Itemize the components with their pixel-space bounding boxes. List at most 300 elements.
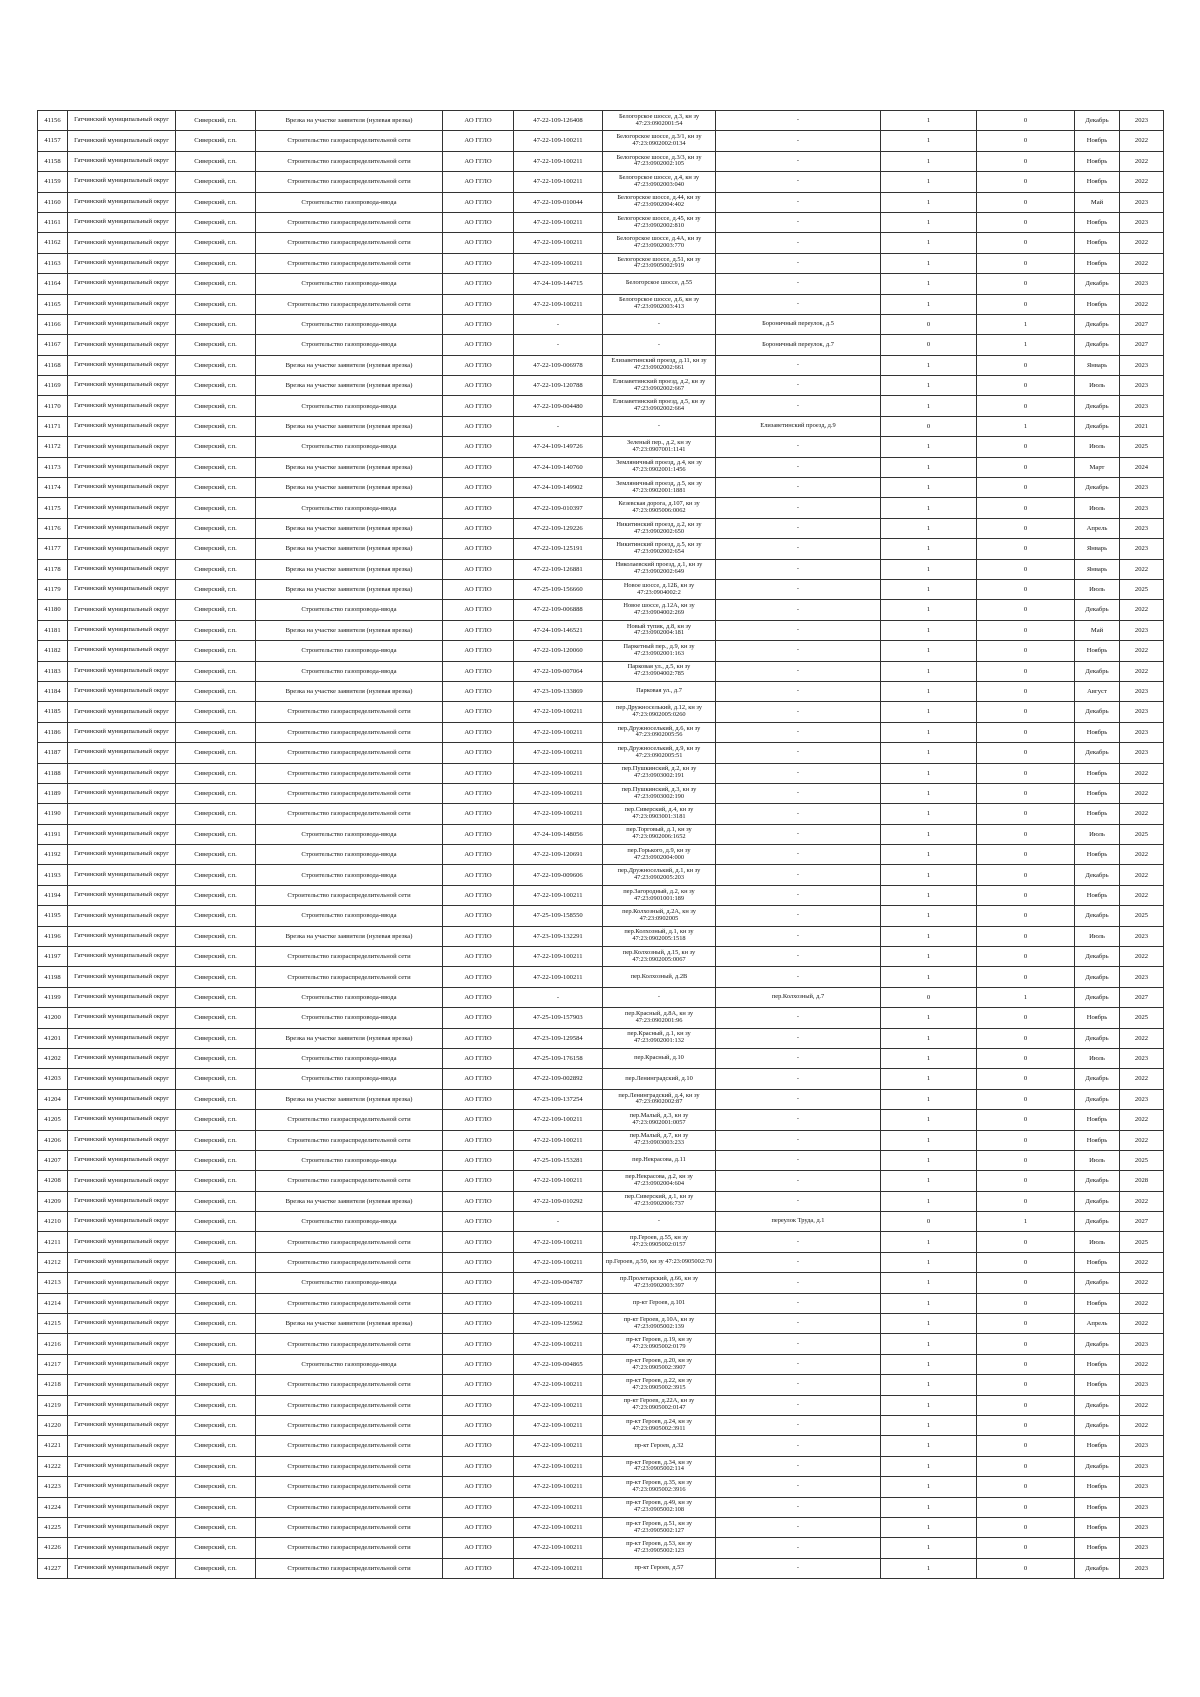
year-cell: 2023 xyxy=(1120,539,1164,559)
settlement-cell: Сиверский, г.п. xyxy=(176,1252,256,1272)
count-b-cell: 0 xyxy=(977,763,1075,783)
organization-cell: АО ГГЛО xyxy=(443,620,514,640)
application-number-cell: 47-22-109-100211 xyxy=(514,1171,603,1191)
organization-cell: АО ГГЛО xyxy=(443,987,514,1007)
year-cell: 2023 xyxy=(1120,111,1164,131)
count-b-cell: 0 xyxy=(977,253,1075,273)
settlement-cell: Сиверский, г.п. xyxy=(176,131,256,151)
count-b-cell: 0 xyxy=(977,926,1075,946)
count-b-cell: 0 xyxy=(977,192,1075,212)
settlement-cell: Сиверский, г.п. xyxy=(176,1273,256,1293)
work-type-cell: Врезка на участке заявителя (нулевая врезка) xyxy=(256,111,443,131)
district-cell: Гатчинский муниципальный округ xyxy=(68,1436,176,1456)
application-number-cell: 47-22-109-100211 xyxy=(514,1293,603,1313)
month-cell: Декабрь xyxy=(1075,1171,1120,1191)
planned-address-cell: - xyxy=(716,1375,881,1395)
year-cell: 2022 xyxy=(1120,600,1164,620)
table-row xyxy=(38,253,1164,273)
district-cell: Гатчинский муниципальный округ xyxy=(68,559,176,579)
count-a-cell: 1 xyxy=(881,967,977,987)
work-type-cell: Врезка на участке заявителя (нулевая врезка) xyxy=(256,1028,443,1048)
row-number: 41206 xyxy=(38,1130,68,1150)
table-row xyxy=(38,1171,1164,1191)
year-cell: 2022 xyxy=(1120,641,1164,661)
organization-cell: АО ГГЛО xyxy=(443,294,514,314)
settlement-cell: Сиверский, г.п. xyxy=(176,416,256,436)
month-cell: Декабрь xyxy=(1075,947,1120,967)
address-cell: Белогорское шоссе, д.3/1, кн зу 47:23:0902002:0134 xyxy=(603,131,716,151)
year-cell: 2022 xyxy=(1120,947,1164,967)
settlement-cell: Сиверский, г.п. xyxy=(176,865,256,885)
row-number: 41193 xyxy=(38,865,68,885)
organization-cell: АО ГГЛО xyxy=(443,1293,514,1313)
count-a-cell: 1 xyxy=(881,518,977,538)
table-row xyxy=(38,661,1164,681)
organization-cell: АО ГГЛО xyxy=(443,151,514,171)
application-number-cell: 47-22-109-120060 xyxy=(514,641,603,661)
month-cell: Декабрь xyxy=(1075,1416,1120,1436)
count-b-cell: 0 xyxy=(977,1395,1075,1415)
year-cell: 2022 xyxy=(1120,172,1164,192)
row-number: 41209 xyxy=(38,1191,68,1211)
planned-address-cell: - xyxy=(716,702,881,722)
organization-cell: АО ГГЛО xyxy=(443,376,514,396)
settlement-cell: Сиверский, г.п. xyxy=(176,845,256,865)
address-cell: пер.Некрасова, д.2, кн зу 47:23:0902004:604 xyxy=(603,1171,716,1191)
work-type-cell: Врезка на участке заявителя (нулевая врезка) xyxy=(256,376,443,396)
organization-cell: АО ГГЛО xyxy=(443,1273,514,1293)
address-cell: Елизаветинский проезд, д.2, кн зу 47:23:0902002:667 xyxy=(603,376,716,396)
work-type-cell: Строительство газопровода-ввода xyxy=(256,845,443,865)
count-b-cell: 0 xyxy=(977,1477,1075,1497)
planned-address-cell: Бороничный переулок, д.5 xyxy=(716,314,881,334)
work-type-cell: Строительство газораспределительной сети xyxy=(256,1293,443,1313)
table-row xyxy=(38,1456,1164,1476)
application-number-cell: 47-22-109-125191 xyxy=(514,539,603,559)
year-cell: 2023 xyxy=(1120,1436,1164,1456)
row-number: 41178 xyxy=(38,559,68,579)
table-row xyxy=(38,1089,1164,1109)
organization-cell: АО ГГЛО xyxy=(443,1334,514,1354)
application-number-cell: 47-22-109-100211 xyxy=(514,1517,603,1537)
district-cell: Гатчинский муниципальный округ xyxy=(68,885,176,905)
count-a-cell: 1 xyxy=(881,702,977,722)
table-row xyxy=(38,681,1164,701)
count-b-cell: 0 xyxy=(977,885,1075,905)
count-b-cell: 0 xyxy=(977,1293,1075,1313)
month-cell: Ноябрь xyxy=(1075,172,1120,192)
district-cell: Гатчинский муниципальный округ xyxy=(68,906,176,926)
work-type-cell: Строительство газораспределительной сети xyxy=(256,1395,443,1415)
settlement-cell: Сиверский, г.п. xyxy=(176,478,256,498)
organization-cell: АО ГГЛО xyxy=(443,1497,514,1517)
year-cell: 2022 xyxy=(1120,1191,1164,1211)
application-number-cell: - xyxy=(514,416,603,436)
row-number: 41156 xyxy=(38,111,68,131)
year-cell: 2023 xyxy=(1120,722,1164,742)
count-b-cell: 0 xyxy=(977,722,1075,742)
application-number-cell: 47-22-109-100211 xyxy=(514,1477,603,1497)
table-row xyxy=(38,1375,1164,1395)
settlement-cell: Сиверский, г.п. xyxy=(176,620,256,640)
year-cell: 2028 xyxy=(1120,1171,1164,1191)
year-cell: 2023 xyxy=(1120,274,1164,294)
address-cell: пр-кт Героев, д.20, кн зу 47:23:0905002:3907 xyxy=(603,1354,716,1374)
settlement-cell: Сиверский, г.п. xyxy=(176,539,256,559)
address-cell: пр-кт Героев, д.57 xyxy=(603,1558,716,1578)
organization-cell: АО ГГЛО xyxy=(443,906,514,926)
district-cell: Гатчинский муниципальный округ xyxy=(68,294,176,314)
district-cell: Гатчинский муниципальный округ xyxy=(68,783,176,803)
settlement-cell: Сиверский, г.п. xyxy=(176,1130,256,1150)
planned-address-cell: - xyxy=(716,437,881,457)
application-number-cell: 47-25-109-156660 xyxy=(514,579,603,599)
planned-address-cell: - xyxy=(716,192,881,212)
address-cell: Белогорское шоссе, д.4, кн зу 47:23:0902003:040 xyxy=(603,172,716,192)
district-cell: Гатчинский муниципальный округ xyxy=(68,743,176,763)
address-cell: Белогорское шоссе, д.55 xyxy=(603,274,716,294)
year-cell: 2022 xyxy=(1120,294,1164,314)
planned-address-cell: - xyxy=(716,1293,881,1313)
address-cell: Елизаветинский проезд, д.11, кн зу 47:23:0902002:661 xyxy=(603,355,716,375)
month-cell: Июль xyxy=(1075,824,1120,844)
district-cell: Гатчинский муниципальный округ xyxy=(68,376,176,396)
count-b-cell: 0 xyxy=(977,845,1075,865)
application-number-cell: 47-22-109-006888 xyxy=(514,600,603,620)
address-cell: Белогорское шоссе, д.3/3, кн зу 47:23:0902002:105 xyxy=(603,151,716,171)
year-cell: 2025 xyxy=(1120,906,1164,926)
organization-cell: АО ГГЛО xyxy=(443,1089,514,1109)
table-row xyxy=(38,845,1164,865)
year-cell: 2025 xyxy=(1120,579,1164,599)
count-b-cell: 0 xyxy=(977,518,1075,538)
organization-cell: АО ГГЛО xyxy=(443,274,514,294)
work-type-cell: Строительство газораспределительной сети xyxy=(256,885,443,905)
table-row xyxy=(38,111,1164,131)
district-cell: Гатчинский муниципальный округ xyxy=(68,865,176,885)
count-b-cell: 0 xyxy=(977,437,1075,457)
year-cell: 2023 xyxy=(1120,967,1164,987)
count-a-cell: 1 xyxy=(881,1008,977,1028)
count-b-cell: 0 xyxy=(977,702,1075,722)
month-cell: Ноябрь xyxy=(1075,1517,1120,1537)
application-number-cell: 47-25-109-176158 xyxy=(514,1048,603,1068)
application-number-cell: 47-22-109-010044 xyxy=(514,192,603,212)
month-cell: Май xyxy=(1075,192,1120,212)
organization-cell: АО ГГЛО xyxy=(443,314,514,334)
work-type-cell: Строительство газораспределительной сети xyxy=(256,702,443,722)
month-cell: Декабрь xyxy=(1075,967,1120,987)
row-number: 41169 xyxy=(38,376,68,396)
organization-cell: АО ГГЛО xyxy=(443,763,514,783)
planned-address-cell: - xyxy=(716,253,881,273)
application-number-cell: 47-22-109-100211 xyxy=(514,1538,603,1558)
table-row xyxy=(38,1212,1164,1232)
row-number: 41183 xyxy=(38,661,68,681)
district-cell: Гатчинский муниципальный округ xyxy=(68,1395,176,1415)
row-number: 41182 xyxy=(38,641,68,661)
year-cell: 2023 xyxy=(1120,1517,1164,1537)
organization-cell: АО ГГЛО xyxy=(443,1171,514,1191)
table-row xyxy=(38,1069,1164,1089)
count-a-cell: 1 xyxy=(881,539,977,559)
planned-address-cell: - xyxy=(716,212,881,232)
work-type-cell: Строительство газопровода-ввода xyxy=(256,600,443,620)
count-a-cell: 1 xyxy=(881,1232,977,1252)
district-cell: Гатчинский муниципальный округ xyxy=(68,722,176,742)
count-a-cell: 1 xyxy=(881,131,977,151)
organization-cell: АО ГГЛО xyxy=(443,1252,514,1272)
planned-address-cell: - xyxy=(716,274,881,294)
count-a-cell: 1 xyxy=(881,1150,977,1170)
organization-cell: АО ГГЛО xyxy=(443,743,514,763)
count-a-cell: 1 xyxy=(881,274,977,294)
table-row xyxy=(38,1150,1164,1170)
month-cell: Декабрь xyxy=(1075,1273,1120,1293)
address-cell: пер.Красный, д.8А, кн зу 47:23:0902001:96 xyxy=(603,1008,716,1028)
table-row xyxy=(38,1334,1164,1354)
month-cell: Март xyxy=(1075,457,1120,477)
work-type-cell: Строительство газораспределительной сети xyxy=(256,1538,443,1558)
year-cell: 2022 xyxy=(1120,804,1164,824)
month-cell: Апрель xyxy=(1075,1314,1120,1334)
month-cell: Апрель xyxy=(1075,518,1120,538)
work-type-cell: Строительство газораспределительной сети xyxy=(256,233,443,253)
district-cell: Гатчинский муниципальный округ xyxy=(68,1416,176,1436)
count-b-cell: 0 xyxy=(977,376,1075,396)
settlement-cell: Сиверский, г.п. xyxy=(176,824,256,844)
settlement-cell: Сиверский, г.п. xyxy=(176,212,256,232)
year-cell: 2025 xyxy=(1120,1008,1164,1028)
work-type-cell: Строительство газораспределительной сети xyxy=(256,783,443,803)
year-cell: 2023 xyxy=(1120,926,1164,946)
planned-address-cell: - xyxy=(716,498,881,518)
organization-cell: АО ГГЛО xyxy=(443,396,514,416)
count-a-cell: 1 xyxy=(881,1477,977,1497)
table-row xyxy=(38,1028,1164,1048)
count-a-cell: 0 xyxy=(881,416,977,436)
year-cell: 2025 xyxy=(1120,437,1164,457)
count-a-cell: 1 xyxy=(881,1191,977,1211)
work-type-cell: Строительство газораспределительной сети xyxy=(256,1497,443,1517)
count-a-cell: 1 xyxy=(881,906,977,926)
district-cell: Гатчинский муниципальный округ xyxy=(68,437,176,457)
settlement-cell: Сиверский, г.п. xyxy=(176,396,256,416)
count-b-cell: 1 xyxy=(977,416,1075,436)
count-b-cell: 0 xyxy=(977,824,1075,844)
count-a-cell: 1 xyxy=(881,294,977,314)
month-cell: Ноябрь xyxy=(1075,1538,1120,1558)
district-cell: Гатчинский муниципальный округ xyxy=(68,498,176,518)
settlement-cell: Сиверский, г.п. xyxy=(176,1354,256,1374)
planned-address-cell: - xyxy=(716,722,881,742)
district-cell: Гатчинский муниципальный округ xyxy=(68,416,176,436)
application-number-cell: 47-22-109-100211 xyxy=(514,1436,603,1456)
planned-address-cell: - xyxy=(716,1558,881,1578)
planned-address-cell: пер.Колхозный, д.7 xyxy=(716,987,881,1007)
row-number: 41200 xyxy=(38,1008,68,1028)
count-a-cell: 1 xyxy=(881,661,977,681)
planned-address-cell: - xyxy=(716,1314,881,1334)
row-number: 41170 xyxy=(38,396,68,416)
table-row xyxy=(38,763,1164,783)
count-a-cell: 1 xyxy=(881,1252,977,1272)
planned-address-cell: - xyxy=(716,681,881,701)
planned-address-cell: - xyxy=(716,1395,881,1415)
count-a-cell: 1 xyxy=(881,1354,977,1374)
work-type-cell: Строительство газораспределительной сети xyxy=(256,722,443,742)
address-cell: Зеленый пер., д.2, кн зу 47:23:0907001:1141 xyxy=(603,437,716,457)
table-row xyxy=(38,1395,1164,1415)
row-number: 41201 xyxy=(38,1028,68,1048)
table-row xyxy=(38,355,1164,375)
address-cell: пр-кт Героев, д.10А, кн зу 47:23:0905002:139 xyxy=(603,1314,716,1334)
work-type-cell: Строительство газораспределительной сети xyxy=(256,1436,443,1456)
year-cell: 2027 xyxy=(1120,314,1164,334)
count-a-cell: 1 xyxy=(881,1558,977,1578)
row-number: 41165 xyxy=(38,294,68,314)
application-number-cell: 47-22-109-100211 xyxy=(514,885,603,905)
table-row xyxy=(38,1232,1164,1252)
district-cell: Гатчинский муниципальный округ xyxy=(68,1191,176,1211)
district-cell: Гатчинский муниципальный округ xyxy=(68,1314,176,1334)
work-type-cell: Строительство газораспределительной сети xyxy=(256,1252,443,1272)
table-row xyxy=(38,335,1164,355)
table-row xyxy=(38,1008,1164,1028)
address-cell: пер.Малый, д.3, кн зу 47:23:0902001:0057 xyxy=(603,1110,716,1130)
count-b-cell: 0 xyxy=(977,1069,1075,1089)
count-a-cell: 1 xyxy=(881,1273,977,1293)
month-cell: Декабрь xyxy=(1075,274,1120,294)
table-row xyxy=(38,600,1164,620)
count-a-cell: 1 xyxy=(881,1456,977,1476)
count-b-cell: 0 xyxy=(977,396,1075,416)
count-b-cell: 0 xyxy=(977,620,1075,640)
table-row xyxy=(38,1354,1164,1374)
count-b-cell: 0 xyxy=(977,1232,1075,1252)
count-b-cell: 0 xyxy=(977,1150,1075,1170)
row-number: 41194 xyxy=(38,885,68,905)
count-a-cell: 1 xyxy=(881,212,977,232)
application-number-cell: 47-22-109-100211 xyxy=(514,1334,603,1354)
year-cell: 2023 xyxy=(1120,518,1164,538)
row-number: 41211 xyxy=(38,1232,68,1252)
planned-address-cell: - xyxy=(716,1008,881,1028)
row-number: 41160 xyxy=(38,192,68,212)
work-type-cell: Строительство газораспределительной сети xyxy=(256,1456,443,1476)
address-cell: пер.Дружноселький, д.6, кн зу 47:23:0902005:56 xyxy=(603,722,716,742)
row-number: 41166 xyxy=(38,314,68,334)
application-number-cell: 47-22-109-100211 xyxy=(514,131,603,151)
count-b-cell: 0 xyxy=(977,131,1075,151)
district-cell: Гатчинский муниципальный округ xyxy=(68,579,176,599)
address-cell: Елизаветинский проезд, д.5, кн зу 47:23:0902002:664 xyxy=(603,396,716,416)
row-number: 41210 xyxy=(38,1212,68,1232)
organization-cell: АО ГГЛО xyxy=(443,885,514,905)
count-b-cell: 0 xyxy=(977,743,1075,763)
count-b-cell: 0 xyxy=(977,1334,1075,1354)
settlement-cell: Сиверский, г.п. xyxy=(176,702,256,722)
count-a-cell: 1 xyxy=(881,376,977,396)
district-cell: Гатчинский муниципальный округ xyxy=(68,1497,176,1517)
month-cell: Июль xyxy=(1075,579,1120,599)
month-cell: Декабрь xyxy=(1075,314,1120,334)
year-cell: 2022 xyxy=(1120,131,1164,151)
row-number: 41213 xyxy=(38,1273,68,1293)
planned-address-cell: - xyxy=(716,783,881,803)
work-type-cell: Строительство газораспределительной сети xyxy=(256,947,443,967)
table-row xyxy=(38,1477,1164,1497)
year-cell: 2023 xyxy=(1120,498,1164,518)
count-b-cell: 1 xyxy=(977,314,1075,334)
address-cell: Паркетный пер., д.9, кн зу 47:23:0902001:163 xyxy=(603,641,716,661)
count-b-cell: 0 xyxy=(977,947,1075,967)
count-a-cell: 1 xyxy=(881,478,977,498)
application-number-cell: 47-22-109-100211 xyxy=(514,1456,603,1476)
year-cell: 2022 xyxy=(1120,1252,1164,1272)
year-cell: 2025 xyxy=(1120,1150,1164,1170)
count-b-cell: 0 xyxy=(977,1456,1075,1476)
address-cell: Белогорское шоссе, д.6, кн зу 47:23:0902003:413 xyxy=(603,294,716,314)
year-cell: 2023 xyxy=(1120,1048,1164,1068)
district-cell: Гатчинский муниципальный округ xyxy=(68,763,176,783)
count-b-cell: 0 xyxy=(977,1048,1075,1068)
table-row xyxy=(38,722,1164,742)
work-type-cell: Строительство газораспределительной сети xyxy=(256,1558,443,1578)
organization-cell: АО ГГЛО xyxy=(443,824,514,844)
count-b-cell: 0 xyxy=(977,1028,1075,1048)
count-a-cell: 1 xyxy=(881,1517,977,1537)
month-cell: Ноябрь xyxy=(1075,294,1120,314)
planned-address-cell: - xyxy=(716,641,881,661)
row-number: 41226 xyxy=(38,1538,68,1558)
settlement-cell: Сиверский, г.п. xyxy=(176,1395,256,1415)
planned-address-cell: - xyxy=(716,1150,881,1170)
planned-address-cell: - xyxy=(716,947,881,967)
settlement-cell: Сиверский, г.п. xyxy=(176,1436,256,1456)
district-cell: Гатчинский муниципальный округ xyxy=(68,1150,176,1170)
district-cell: Гатчинский муниципальный округ xyxy=(68,1252,176,1272)
address-cell: Белогорское шоссе, д.44, кн зу 47:23:0902004:402 xyxy=(603,192,716,212)
count-b-cell: 0 xyxy=(977,865,1075,885)
month-cell: Ноябрь xyxy=(1075,1375,1120,1395)
settlement-cell: Сиверский, г.п. xyxy=(176,335,256,355)
count-a-cell: 1 xyxy=(881,783,977,803)
work-type-cell: Строительство газораспределительной сети xyxy=(256,151,443,171)
table-row xyxy=(38,539,1164,559)
count-b-cell: 0 xyxy=(977,457,1075,477)
year-cell: 2023 xyxy=(1120,1089,1164,1109)
settlement-cell: Сиверский, г.п. xyxy=(176,253,256,273)
work-type-cell: Строительство газораспределительной сети xyxy=(256,1477,443,1497)
organization-cell: АО ГГЛО xyxy=(443,722,514,742)
work-type-cell: Строительство газопровода-ввода xyxy=(256,1212,443,1232)
planned-address-cell: - xyxy=(716,865,881,885)
row-number: 41180 xyxy=(38,600,68,620)
settlement-cell: Сиверский, г.п. xyxy=(176,1069,256,1089)
work-type-cell: Врезка на участке заявителя (нулевая врезка) xyxy=(256,478,443,498)
year-cell: 2023 xyxy=(1120,212,1164,232)
count-a-cell: 1 xyxy=(881,355,977,375)
month-cell: Ноябрь xyxy=(1075,845,1120,865)
work-type-cell: Строительство газопровода-ввода xyxy=(256,192,443,212)
planned-address-cell: - xyxy=(716,600,881,620)
count-b-cell: 0 xyxy=(977,294,1075,314)
settlement-cell: Сиверский, г.п. xyxy=(176,967,256,987)
table-row xyxy=(38,1293,1164,1313)
count-a-cell: 1 xyxy=(881,926,977,946)
row-number: 41171 xyxy=(38,416,68,436)
